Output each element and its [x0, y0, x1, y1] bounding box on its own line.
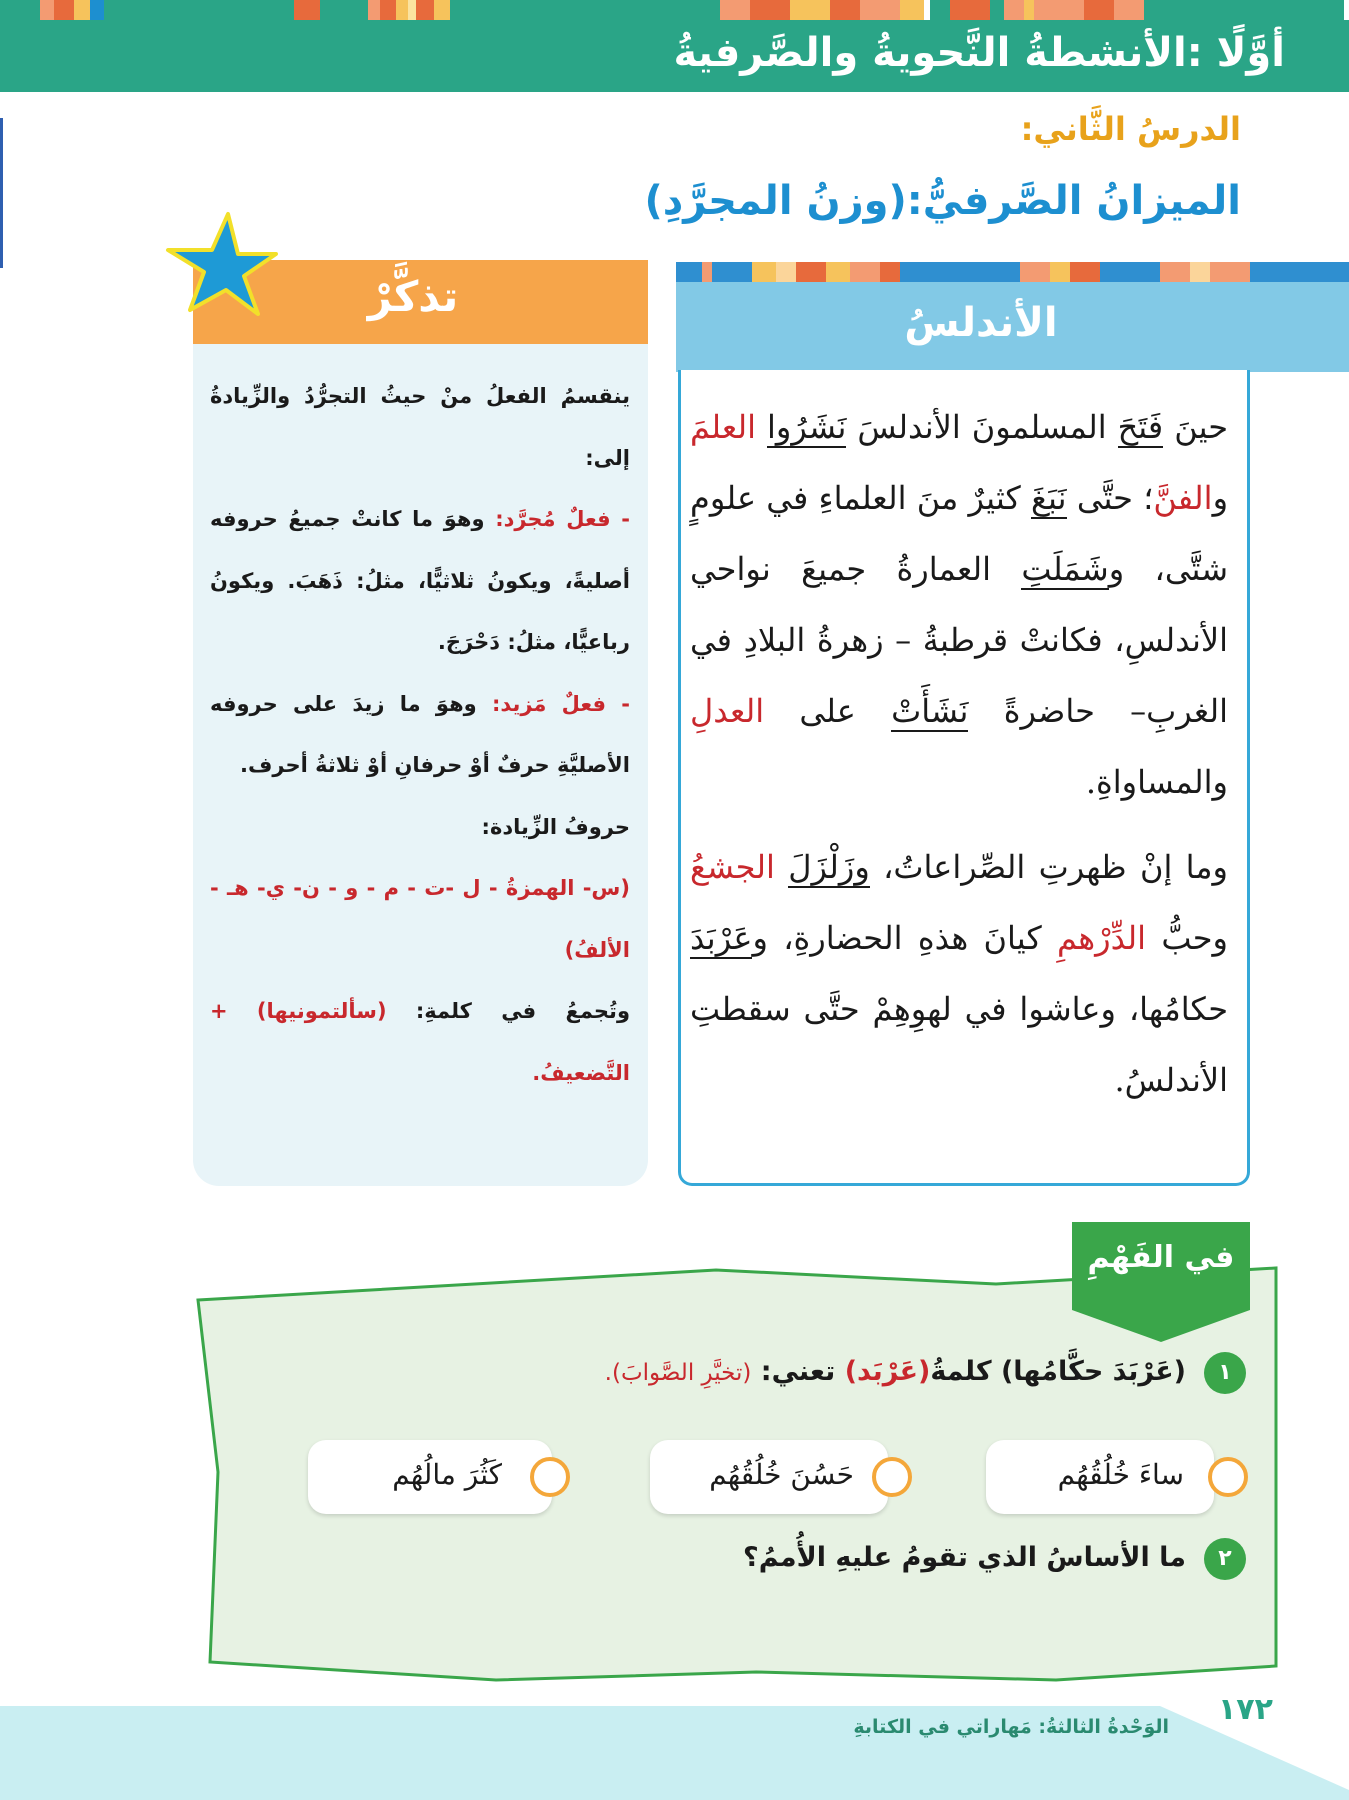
underlined-word: عَرْبَدَ: [690, 919, 753, 957]
lesson-title: الميزانُ الصَّرفيُّ:(وزنُ المجرَّدِ): [644, 178, 1241, 224]
text-run: على: [764, 692, 892, 730]
collected-word: (سألتمونيها) + التَّضعيفُ.: [210, 999, 630, 1085]
answer-option-label: ساءَ خُلُقُهُم: [1057, 1458, 1184, 1491]
answer-option-label: كَثُرَ مالُهُم: [392, 1458, 502, 1491]
reading-decorative-stripe: [676, 262, 1349, 282]
question-2-text: ما الأساسُ الذي تقومُ عليهِ الأُممُ؟: [743, 1542, 1186, 1573]
letters-list: (س- الهمزةُ - ل -ت - م - و - ن- ي- هـ - الألفُ): [210, 876, 630, 962]
answer-option-2[interactable]: [650, 1440, 888, 1514]
footer-unit-title: الوَحْدةُ الثالثةُ: مَهاراتي في الكتابةِ: [853, 1716, 1169, 1738]
text-run: كيانَ هذهِ الحضارةِ، و: [752, 919, 1057, 957]
underlined-word: وزَلْزَلَ: [788, 848, 870, 886]
underlined-word: شَمَلَتِ: [1021, 550, 1109, 588]
left-edge-line: [0, 118, 3, 268]
term-definition: وهوَ ما كانتْ جميعُ حروفه أصليةً، ويكونُ ثلاثيًّا، مثلُ: ذَهَبَ. ويكونُ رباعيًّا، مثلُ: دَحْرَجَ.: [210, 507, 630, 654]
question-text-part: (عَرْبَدَ حكَّامُها) كلمةُ: [930, 1356, 1186, 1387]
underlined-word: فَتَحَ: [1117, 408, 1164, 446]
question-keyword: (عَرْبَد): [844, 1356, 931, 1387]
highlighted-word: العلمَ: [690, 408, 756, 446]
remember-content: [210, 366, 630, 1104]
highlighted-word: الدِّرْهمِ: [1057, 919, 1147, 957]
letters-heading: حروفُ الزِّيادة:: [481, 814, 630, 839]
answer-option-1[interactable]: [986, 1440, 1214, 1514]
answer-option-label: حَسُنَ خُلُقُهُم: [709, 1458, 854, 1491]
term-definition: وهوَ ما زيدَ على حروفه الأصليَّةِ حرفٌ أوْ حرفانِ أوْ ثلاثةُ أحرف.: [210, 691, 630, 777]
text-run: ؛ حتَّى: [1066, 479, 1154, 517]
radio-button-option-3[interactable]: [530, 1457, 570, 1497]
highlighted-word: الفنَّ: [1153, 479, 1213, 517]
text-run: [775, 848, 788, 886]
text-run: المسلمونَ الأندلسَ: [846, 408, 1118, 446]
remember-mazid: [210, 674, 630, 797]
answer-option-3[interactable]: [308, 1440, 552, 1514]
text-run: وحبُّ: [1146, 919, 1229, 957]
text-run: والمساواةِ.: [1085, 763, 1228, 801]
term-label: - فعلٌ مَزيد:: [491, 691, 631, 716]
remember-intro: ينقسمُ الفعلُ منْ حيثُ التجرُّدُ والزِّيادةُ إلى:: [210, 384, 630, 470]
radio-button-option-1[interactable]: [1208, 1457, 1248, 1497]
text-run: العمارةُ جميعَ نواحي الأندلسِ، فكانتْ قرطبةُ – زهرةُ البلادِ في الغربِ– حاضرةً: [690, 550, 1229, 730]
reading-paragraph-1: [690, 392, 1228, 818]
text-run: كثيرٌ منَ العلماءِ في علومٍ شتَّى، و: [690, 479, 1229, 588]
radio-button-option-2[interactable]: [872, 1457, 912, 1497]
text-run: وما إنْ ظهرتِ الصِّراعاتُ،: [869, 848, 1229, 886]
section-title: أوَّلًا :الأنشطةُ النَّحويةُ والصَّرفيةُ: [673, 30, 1285, 76]
page-number: ١٧٢: [1218, 1692, 1273, 1727]
underlined-word: نَبَغَ: [1030, 479, 1067, 517]
text-run: حكامُها، وعاشوا في لهوِهِمْ حتَّى سقطتِ الأندلسُ.: [690, 990, 1228, 1099]
underlined-word: نَشَأَتْ: [891, 692, 969, 730]
term-label: - فعلٌ مُجرَّد:: [495, 507, 630, 531]
reading-title: الأندلسُ: [904, 300, 1058, 346]
remember-title: تذكَّرْ: [367, 272, 459, 321]
reading-passage: [690, 392, 1228, 1116]
text-run: و: [1212, 479, 1229, 517]
highlighted-word: العدلِ: [690, 692, 765, 730]
remember-mujarrad: [210, 489, 630, 674]
highlighted-word: الجشعُ: [690, 848, 775, 886]
question-2-number: ٢: [1204, 1538, 1246, 1580]
lesson-label: الدرسُ الثَّاني:: [1020, 110, 1241, 148]
question-text-part: تعني:: [751, 1356, 845, 1387]
reading-paragraph-2: [690, 832, 1228, 1116]
top-decorative-stripe: [0, 0, 1349, 22]
question-1-text: [605, 1356, 1186, 1387]
question-1-number: ١: [1204, 1352, 1246, 1394]
text-run: حينَ: [1163, 408, 1229, 446]
underlined-word: نَشَرُوا: [766, 408, 847, 446]
question-hint: (تخيَّرِ الصَّوابَ).: [604, 1360, 752, 1386]
collected-prefix: وتُجمعُ في كلمةِ:: [386, 999, 630, 1023]
collected-word-line: [210, 981, 630, 1104]
text-run: [756, 408, 767, 446]
comprehension-tag-label: في الفَهْمِ: [1087, 1240, 1235, 1275]
